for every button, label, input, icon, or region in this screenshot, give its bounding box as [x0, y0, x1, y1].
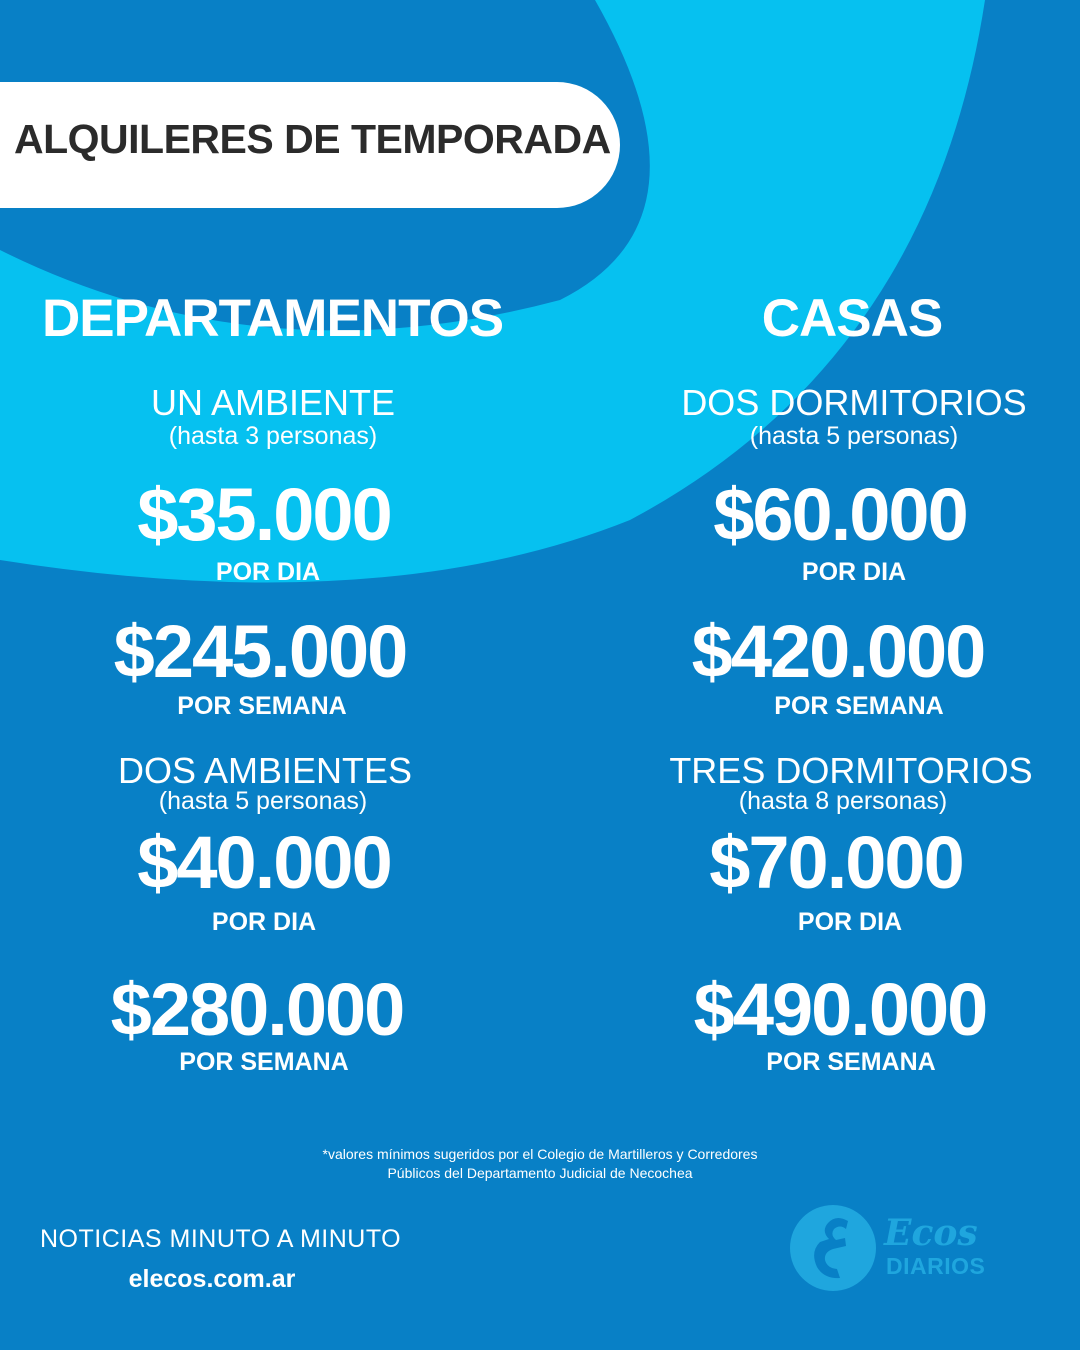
page-title: ALQUILERES DE TEMPORADA	[14, 116, 611, 162]
week-price: $280.000	[110, 968, 404, 1051]
footer-website-link[interactable]: elecos.com.ar	[128, 1265, 296, 1293]
group-capacity: (hasta 5 personas)	[158, 787, 368, 815]
day-label: POR DIA	[797, 908, 903, 936]
group-name: DOS AMBIENTES	[117, 750, 413, 791]
group-name: UN AMBIENTE	[150, 382, 396, 423]
day-price: $60.000	[713, 473, 967, 556]
column-heading-departamentos: DEPARTAMENTOS	[42, 289, 504, 348]
footer-tagline: NOTICIAS MINUTO A MINUTO	[40, 1225, 402, 1253]
footnote-line-1: *valores mínimos sugeridos por el Colegio de Martilleros y Corredores	[322, 1146, 758, 1162]
day-label: POR DIA	[215, 558, 321, 586]
week-label: POR SEMANA	[179, 1048, 349, 1076]
footnote-line-2: Públicos del Departamento Judicial de Necochea	[387, 1165, 693, 1181]
ecos-logo-icon	[790, 1205, 876, 1291]
day-price: $40.000	[137, 821, 391, 904]
week-price: $245.000	[113, 610, 407, 693]
group-name: TRES DORMITORIOS	[669, 750, 1033, 791]
logo-subwordmark: DIARIOS	[886, 1253, 986, 1279]
week-label: POR SEMANA	[177, 692, 347, 720]
group-capacity: (hasta 5 personas)	[749, 422, 959, 450]
day-price: $35.000	[137, 473, 391, 556]
week-price: $420.000	[691, 610, 985, 693]
day-label: POR DIA	[801, 558, 907, 586]
group-capacity: (hasta 3 personas)	[168, 422, 378, 450]
week-label: POR SEMANA	[766, 1048, 936, 1076]
group-capacity: (hasta 8 personas)	[738, 787, 948, 815]
day-price: $70.000	[709, 821, 963, 904]
day-label: POR DIA	[211, 908, 317, 936]
group-name: DOS DORMITORIOS	[681, 382, 1027, 423]
logo-wordmark: Ecos	[884, 1212, 978, 1254]
week-price: $490.000	[693, 968, 987, 1051]
column-heading-casas: CASAS	[761, 289, 943, 348]
week-label: POR SEMANA	[774, 692, 944, 720]
